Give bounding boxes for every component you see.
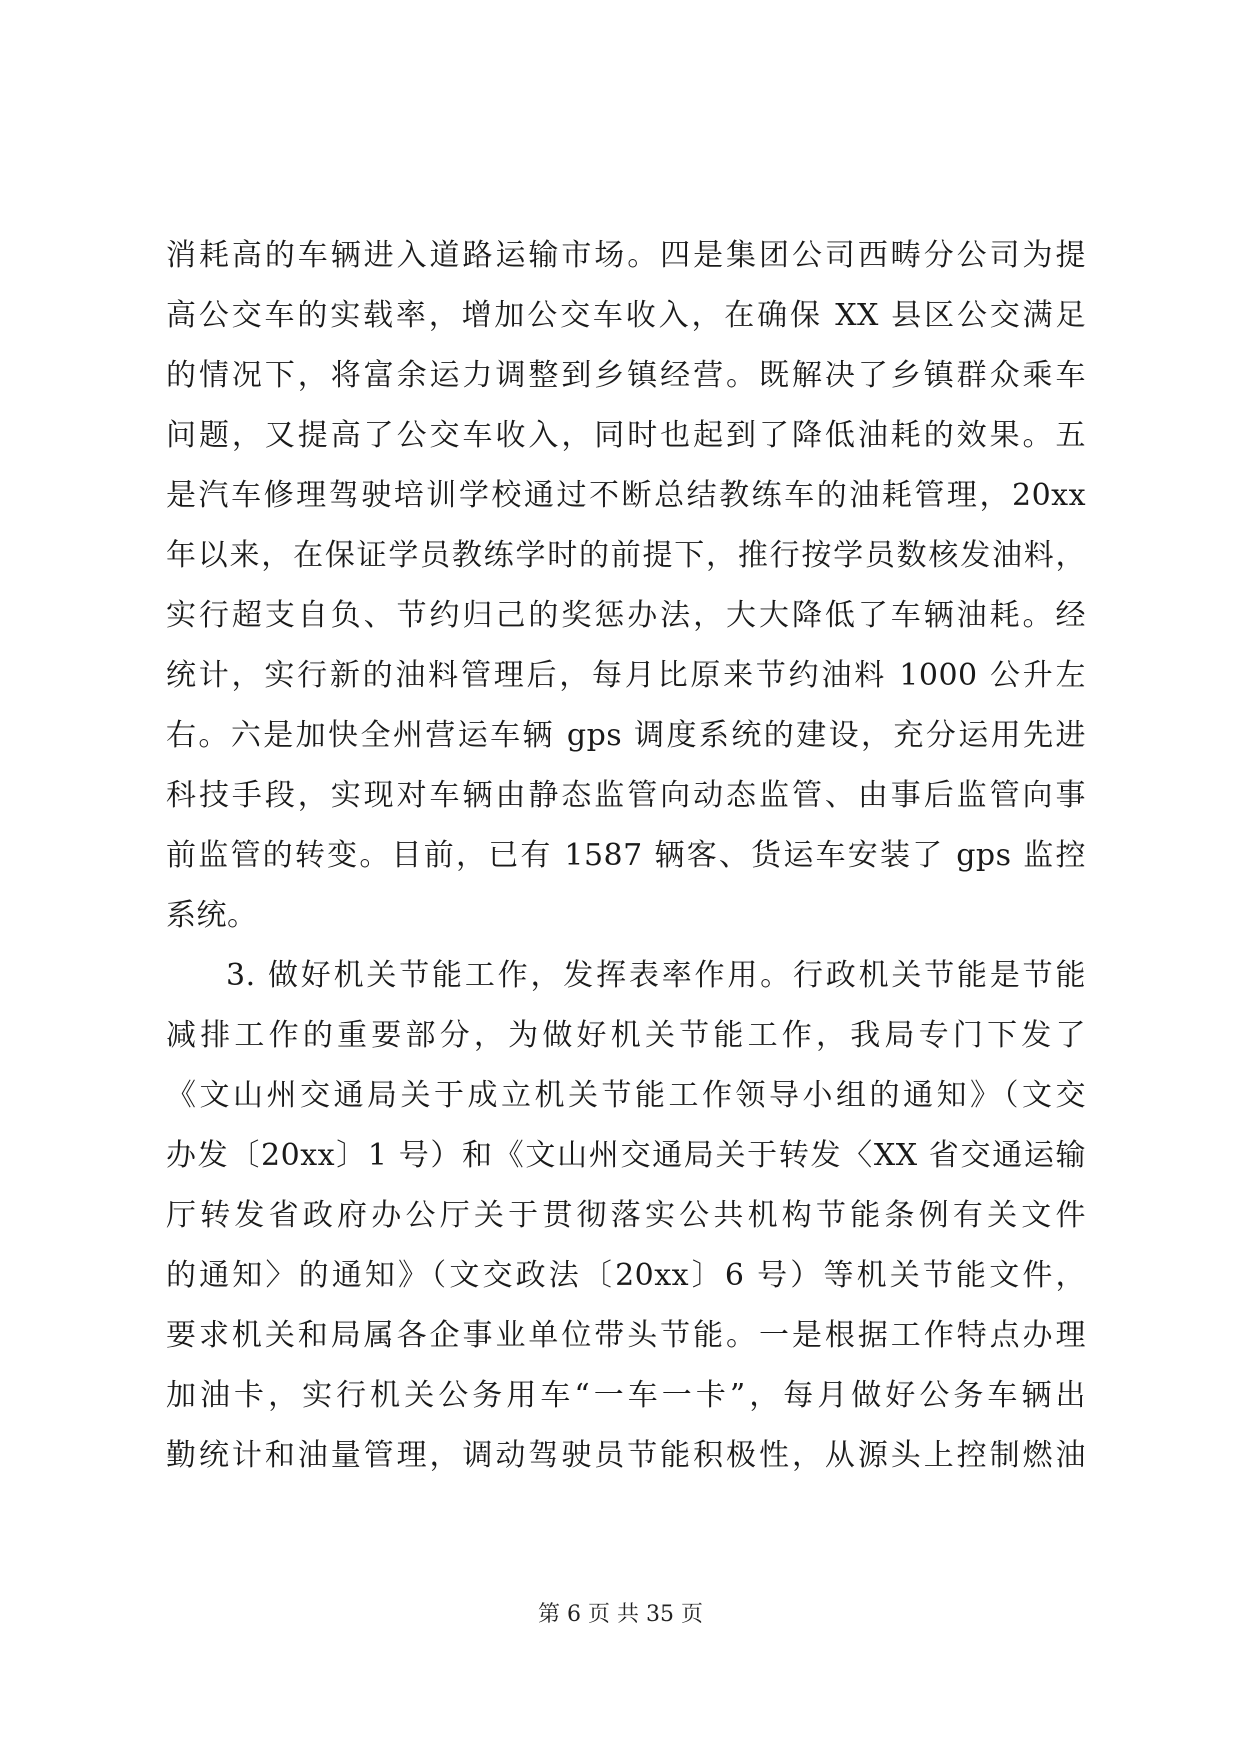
text-line: 减排工作的重要部分，为做好机关节能工作，我局专门下发了	[166, 1018, 1086, 1053]
text-line: 问题，又提高了公交车收入，同时也起到了降低油耗的效果。五	[166, 418, 1086, 453]
text-line: 《文山州交通局关于成立机关节能工作领导小组的通知》（文交	[166, 1078, 1086, 1113]
text-line: 系统。	[166, 898, 258, 933]
text-line: 前监管的转变。目前，已有 1587 辆客、货运车安装了 gps 监控	[166, 838, 1086, 873]
text-line: 实行超支自负、节约归己的奖惩办法，大大降低了车辆油耗。经	[166, 598, 1086, 633]
text-line: 是汽车修理驾驶培训学校通过不断总结教练车的油耗管理，20xx	[166, 478, 1086, 513]
text-line: 年以来，在保证学员教练学时的前提下，推行按学员数核发油料，	[166, 538, 1086, 573]
text-line: 办发〔20xx〕1 号）和《文山州交通局关于转发〈XX 省交通运输	[166, 1138, 1086, 1173]
text-line: 厅转发省政府办公厅关于贯彻落实公共机构节能条例有关文件	[166, 1198, 1086, 1233]
text-line: 的通知〉的通知》（文交政法〔20xx〕6 号）等机关节能文件，	[166, 1258, 1086, 1293]
document-body	[166, 226, 1086, 1486]
text-line: 勤统计和油量管理，调动驾驶员节能积极性，从源头上控制燃油	[166, 1438, 1086, 1473]
text-line: 科技手段，实现对车辆由静态监管向动态监管、由事后监管向事	[166, 778, 1086, 813]
text-line: 消耗高的车辆进入道路运输市场。四是集团公司西畴分公司为提	[166, 238, 1086, 273]
text-line: 右。六是加快全州营运车辆 gps 调度系统的建设，充分运用先进	[166, 718, 1086, 753]
text-line: 加油卡，实行机关公务用车“一车一卡”，每月做好公务车辆出	[166, 1378, 1086, 1413]
text-line: 高公交车的实载率，增加公交车收入，在确保 XX 县区公交满足	[166, 298, 1086, 333]
text-line: 要求机关和局属各企事业单位带头节能。一是根据工作特点办理	[166, 1318, 1086, 1353]
page-number-footer: 第 6 页 共 35 页	[538, 1602, 703, 1627]
text-line: 的情况下，将富余运力调整到乡镇经营。既解决了乡镇群众乘车	[166, 358, 1086, 393]
text-line: 3. 做好机关节能工作，发挥表率作用。行政机关节能是节能	[226, 958, 1086, 993]
text-line: 统计，实行新的油料管理后，每月比原来节约油料 1000 公升左	[166, 658, 1086, 693]
